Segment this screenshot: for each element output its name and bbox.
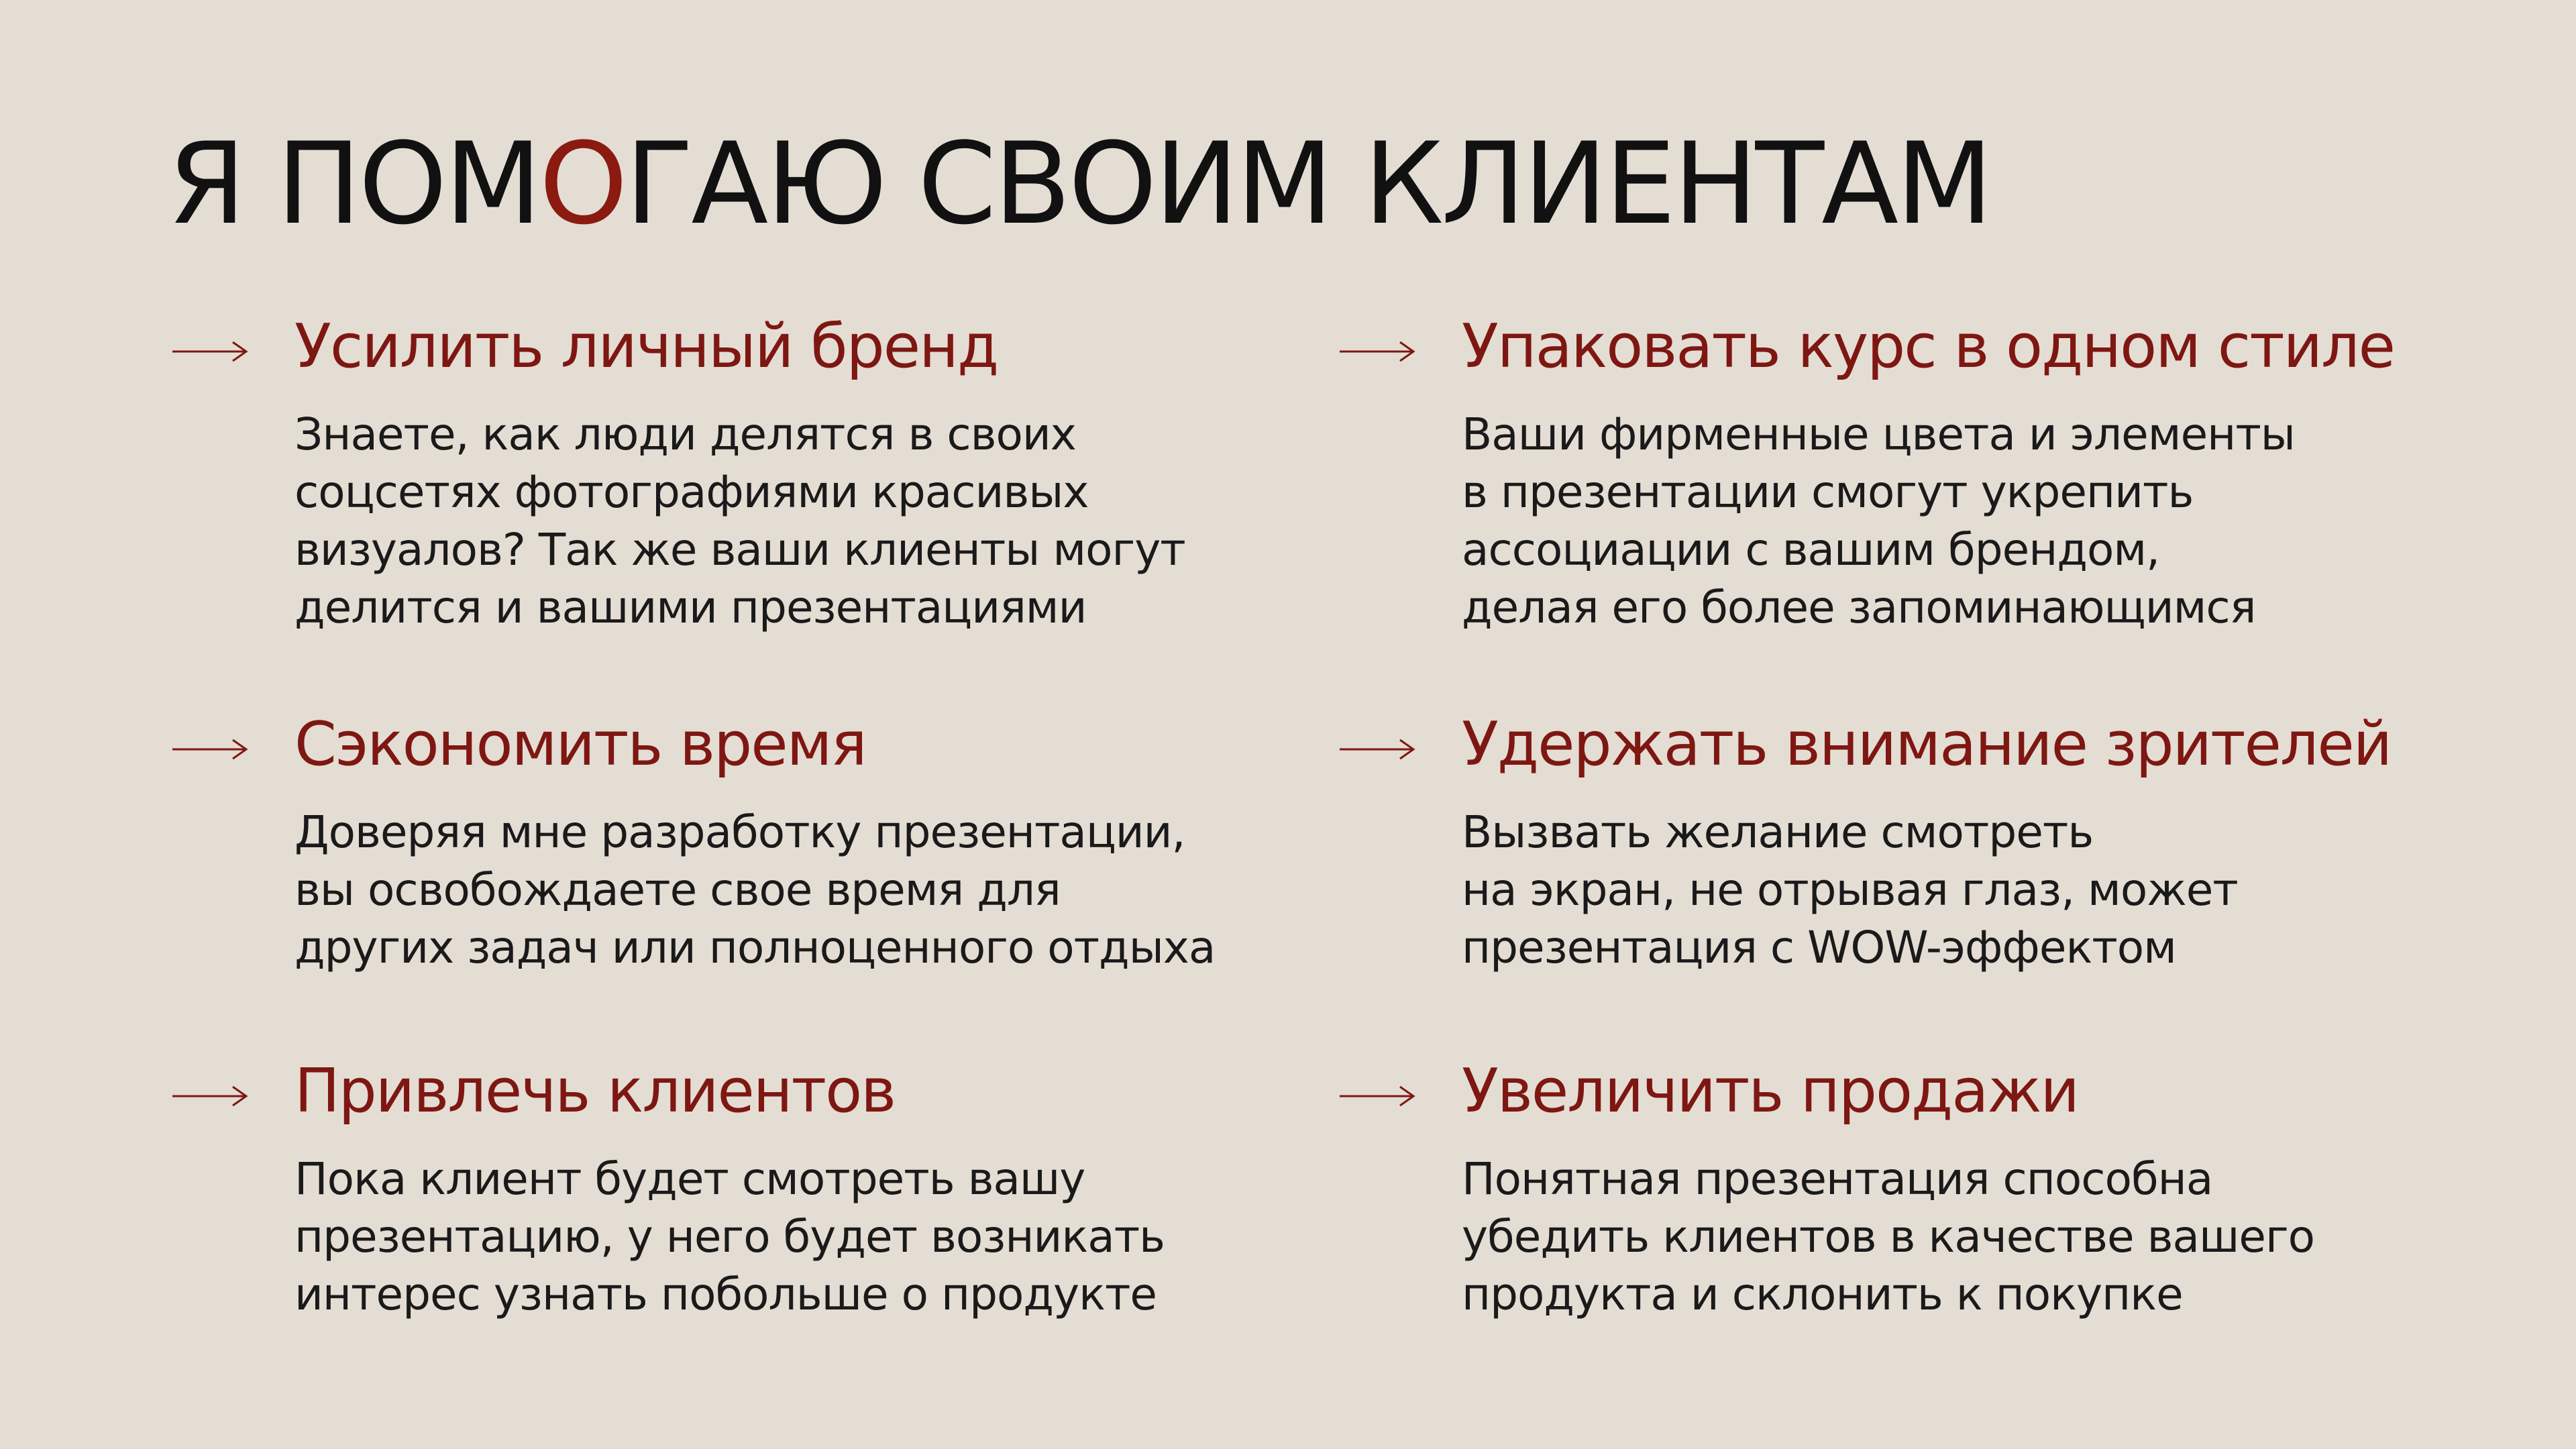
description-line: визуалов? Так же ваши клиенты могут xyxy=(294,524,1185,576)
arrow-right-icon xyxy=(1338,738,1415,761)
benefit-title: Удержать внимание зрителей xyxy=(1462,709,2392,780)
description-line: продукта и склонить к покупке xyxy=(1462,1269,2183,1320)
description-line: делая его более запоминающимся xyxy=(1462,582,2256,633)
benefit-title: Усилить личный бренд xyxy=(294,311,998,382)
description-line: убедить клиентов в качестве вашего xyxy=(1462,1211,2315,1263)
benefit-title: Привлечь клиентов xyxy=(294,1056,896,1126)
benefit-title: Сэкономить время xyxy=(294,709,866,780)
title-part-2: ГАЮ СВОИМ КЛИЕНТАМ xyxy=(625,118,1991,250)
description-line: презентация с WOW-эффектом xyxy=(1462,922,2176,973)
description-line: Понятная презентация способна xyxy=(1462,1153,2213,1205)
benefit-description xyxy=(1462,804,2428,977)
description-line: презентацию, у него будет возникать xyxy=(294,1211,1165,1263)
description-line: делится и вашими презентациями xyxy=(294,582,1087,633)
description-line: Пока клиент будет смотреть вашу xyxy=(294,1153,1085,1205)
arrow-right-icon xyxy=(171,340,248,363)
description-line: вы освобождаете свое время для xyxy=(294,864,1061,916)
description-line: в презентации смогут укрепить xyxy=(1462,466,2194,518)
benefit-description xyxy=(294,804,1260,977)
benefit-description xyxy=(294,406,1260,637)
description-line: Доверяя мне разработку презентации, xyxy=(294,806,1185,858)
description-line: ассоциации с вашим брендом, xyxy=(1462,524,2160,576)
description-line: на экран, не отрывая глаз, может xyxy=(1462,864,2238,916)
description-line: Ваши фирменные цвета и элементы xyxy=(1462,409,2295,460)
description-line: Вызвать желание смотреть xyxy=(1462,806,2094,858)
arrow-right-icon xyxy=(171,738,248,761)
arrow-right-icon xyxy=(171,1085,248,1108)
benefit-title: Увеличить продажи xyxy=(1462,1056,2078,1126)
arrow-right-icon xyxy=(1338,340,1415,363)
title-accent-letter: О xyxy=(539,118,625,250)
arrow-right-icon xyxy=(1338,1085,1415,1108)
description-line: других задач или полноценного отдыха xyxy=(294,922,1216,973)
benefit-title: Упаковать курс в одном стиле xyxy=(1462,311,2395,382)
title-part-1: Я ПОМ xyxy=(168,118,539,250)
benefit-description xyxy=(1462,406,2428,637)
description-line: Знаете, как люди делятся в своих xyxy=(294,409,1076,460)
description-line: интерес узнать побольше о продукте xyxy=(294,1269,1157,1320)
benefit-description xyxy=(294,1150,1260,1324)
description-line: соцсетях фотографиями красивых xyxy=(294,466,1089,518)
benefit-description xyxy=(1462,1150,2428,1324)
page-title xyxy=(168,118,1991,250)
